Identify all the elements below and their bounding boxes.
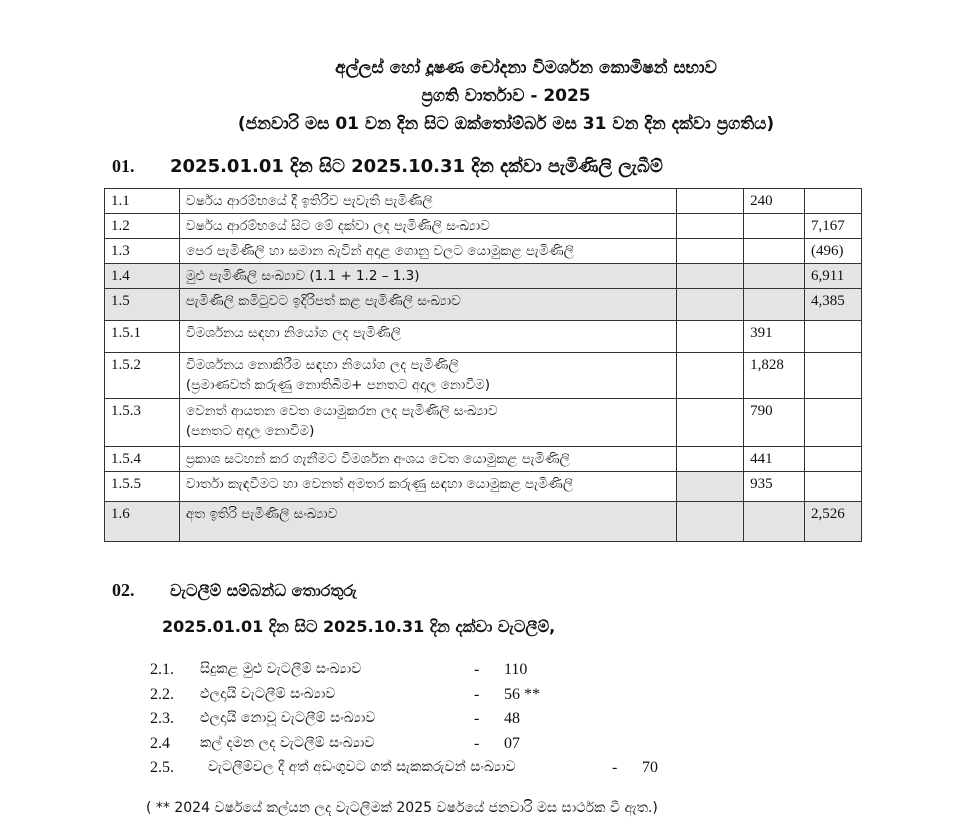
section-2-title: වැටලීම් සම්බන්ධ තොරතුරු [170, 581, 357, 600]
complaints-table [104, 188, 862, 542]
row-col1 [677, 447, 744, 472]
row-description: විමර්ශනය සඳහා නියෝග ලද පැමිණිලි [179, 321, 676, 353]
table-row [105, 214, 862, 239]
row-description: මුළු පැමිණිලි සංඛ්‍යාව (1.1 + 1.2 – 1.3) [179, 264, 676, 289]
row-description [179, 353, 676, 399]
row-col3 [805, 472, 862, 502]
section-1-title: 2025.01.01 දින සිට 2025.10.31 දින දක්වා පැමිණිලි ලැබීම් [170, 156, 663, 177]
row-description-line1: වෙනත් ආයතන වෙත යොමුකරන ලද පැමිණිලි සංඛ්‍යාව [185, 403, 498, 419]
item-label: ඵලදායි වැටලීම් සංඛ්‍යාව [200, 685, 336, 702]
row-col3 [805, 447, 862, 472]
row-col2: 441 [744, 447, 805, 472]
report-period: (ජනවාරි මස 01 වන දින සිට ඔක්තෝම්බර් මස 31 වන දින දක්වා ප්‍රගතිය) [237, 114, 775, 134]
row-col3 [805, 353, 862, 399]
row-col1 [677, 239, 744, 264]
row-col2: 935 [744, 472, 805, 502]
row-col3 [805, 399, 862, 447]
row-code: 1.5.1 [105, 321, 180, 353]
row-col2 [744, 264, 805, 289]
table-row [105, 289, 862, 321]
table-row [105, 502, 862, 542]
row-code: 1.1 [105, 189, 180, 214]
row-col1 [677, 289, 744, 321]
row-description-line1: විමර්ශනය නොකිරීම සඳහා නියෝග ලද පැමිණිලි [185, 357, 459, 373]
section-2-number: 02. [112, 580, 135, 600]
section-2-heading [112, 580, 357, 601]
item-value: 07 [504, 734, 520, 752]
table-row [105, 399, 862, 447]
row-code: 1.5.4 [105, 447, 180, 472]
row-col2 [744, 214, 805, 239]
row-description: ප්‍රකාශ සටහන් කර ගැනීමට විමර්ශන අංශය වෙත යොමුකළ පැමිණිලි [179, 447, 676, 472]
item-label: ඵලදායි නොවූ වැටලීම් සංඛ්‍යාව [200, 710, 376, 726]
item-value: 48 [504, 710, 520, 727]
row-col2: 790 [744, 399, 805, 447]
row-col2: 1,828 [744, 353, 805, 399]
table-row [105, 447, 862, 472]
row-description: වාර්තා කැඳවීමට හා වෙනත් අමතර කරුණු සඳහා යොමුකළ පැමිණිලි [179, 472, 676, 502]
table-row [105, 472, 862, 502]
row-code: 1.5.3 [105, 399, 180, 447]
item-label: වැටලීම්වල දී අත් අඩංගුවට ගත් සැකකරුවන් සංඛ්‍යාව [208, 759, 516, 775]
section-2-subtitle: 2025.01.01 දින සිට 2025.10.31 දින දක්වා වැටලීම්, [162, 617, 556, 636]
row-description [179, 399, 676, 447]
row-col1 [677, 502, 744, 542]
row-col1 [677, 472, 744, 502]
table-row [105, 321, 862, 353]
table-row [105, 353, 862, 399]
row-col3 [805, 189, 862, 214]
row-code: 1.6 [105, 502, 180, 542]
report-title: ප්‍රගති වාර්තාව - 2025 [421, 86, 591, 106]
row-col3: 2,526 [805, 502, 862, 542]
document-title: අල්ලස් හෝ දූෂණ චෝදනා විමර්ශන කොමිෂන් සභාව [335, 58, 717, 78]
row-col3 [805, 321, 862, 353]
row-description: වර්ෂය ආරම්භයේ දී ඉතිරිව පැවැති පැමිණිලි [179, 189, 676, 214]
row-description: අත ඉතිරි පැමිණිලි සංඛ්‍යාව [179, 502, 676, 542]
row-description: පැමිණිලි කමිටුවට ඉදිරිපත් කළ පැමිණිලි සංඛ්‍යාව [179, 289, 676, 321]
section-1-number: 01. [112, 156, 135, 176]
row-col1 [677, 189, 744, 214]
row-col3: (496) [805, 239, 862, 264]
table-row [105, 189, 862, 214]
row-col2 [744, 502, 805, 542]
section-1-heading [112, 156, 663, 177]
row-col1 [677, 399, 744, 447]
item-number: 2.2. [150, 685, 174, 703]
row-code: 1.3 [105, 239, 180, 264]
row-code: 1.5.2 [105, 353, 180, 399]
item-dash: - [474, 685, 480, 703]
row-col3: 6,911 [805, 264, 862, 289]
item-label: සිදුකළ මුළු වැටලීම් සංඛ්‍යාව [200, 661, 362, 677]
row-code: 1.2 [105, 214, 180, 239]
table-row [105, 264, 862, 289]
row-col1 [677, 321, 744, 353]
row-col2: 240 [744, 189, 805, 214]
table-row [105, 239, 862, 264]
item-value: 110 [504, 661, 528, 678]
row-description: පෙර පැමිණිලි හා සමාන බැවින් අදාළ ගොනු වලට යොමුකළ පැමිණිලි [179, 239, 676, 264]
row-col2 [744, 289, 805, 321]
item-number: 2.3. [150, 710, 174, 727]
row-col1 [677, 264, 744, 289]
row-col2: 391 [744, 321, 805, 353]
item-number: 2.5. [150, 759, 174, 776]
row-description-line2: (ප්‍රමාණවත් කරුණු නොතිබීම+ පනතට අදාල නොවීම) [185, 377, 491, 393]
row-col3: 4,385 [805, 289, 862, 321]
row-col1 [677, 353, 744, 399]
row-code: 1.4 [105, 264, 180, 289]
row-description: වර්ෂය ආරම්භයේ සිට මේ දක්වා ලද පැමිණිලි සංඛ්‍යාව [179, 214, 676, 239]
row-col1 [677, 214, 744, 239]
row-description-line2: (පනතට අදාල නොවීම) [185, 423, 315, 439]
item-dash: - [474, 734, 480, 752]
item-number: 2.1. [150, 661, 174, 678]
item-dash: - [474, 661, 480, 678]
row-code: 1.5.5 [105, 472, 180, 502]
row-col2 [744, 239, 805, 264]
item-value: 70 [642, 759, 658, 776]
item-number: 2.4 [150, 734, 170, 752]
item-dash: - [612, 759, 618, 776]
footnote: ( ** 2024 වර්ෂයේ කල්යන ලද වැටලීමක් 2025 වර්ෂයේ ජනවාරි මස සාර්ථක වී ඇත.) [146, 800, 658, 816]
row-code: 1.5 [105, 289, 180, 321]
item-dash: - [474, 710, 480, 727]
item-label: කල් දමන ලද වැටලීම් සංඛ්‍යාව [200, 734, 375, 751]
row-col3: 7,167 [805, 214, 862, 239]
item-value: 56 ** [504, 685, 540, 703]
